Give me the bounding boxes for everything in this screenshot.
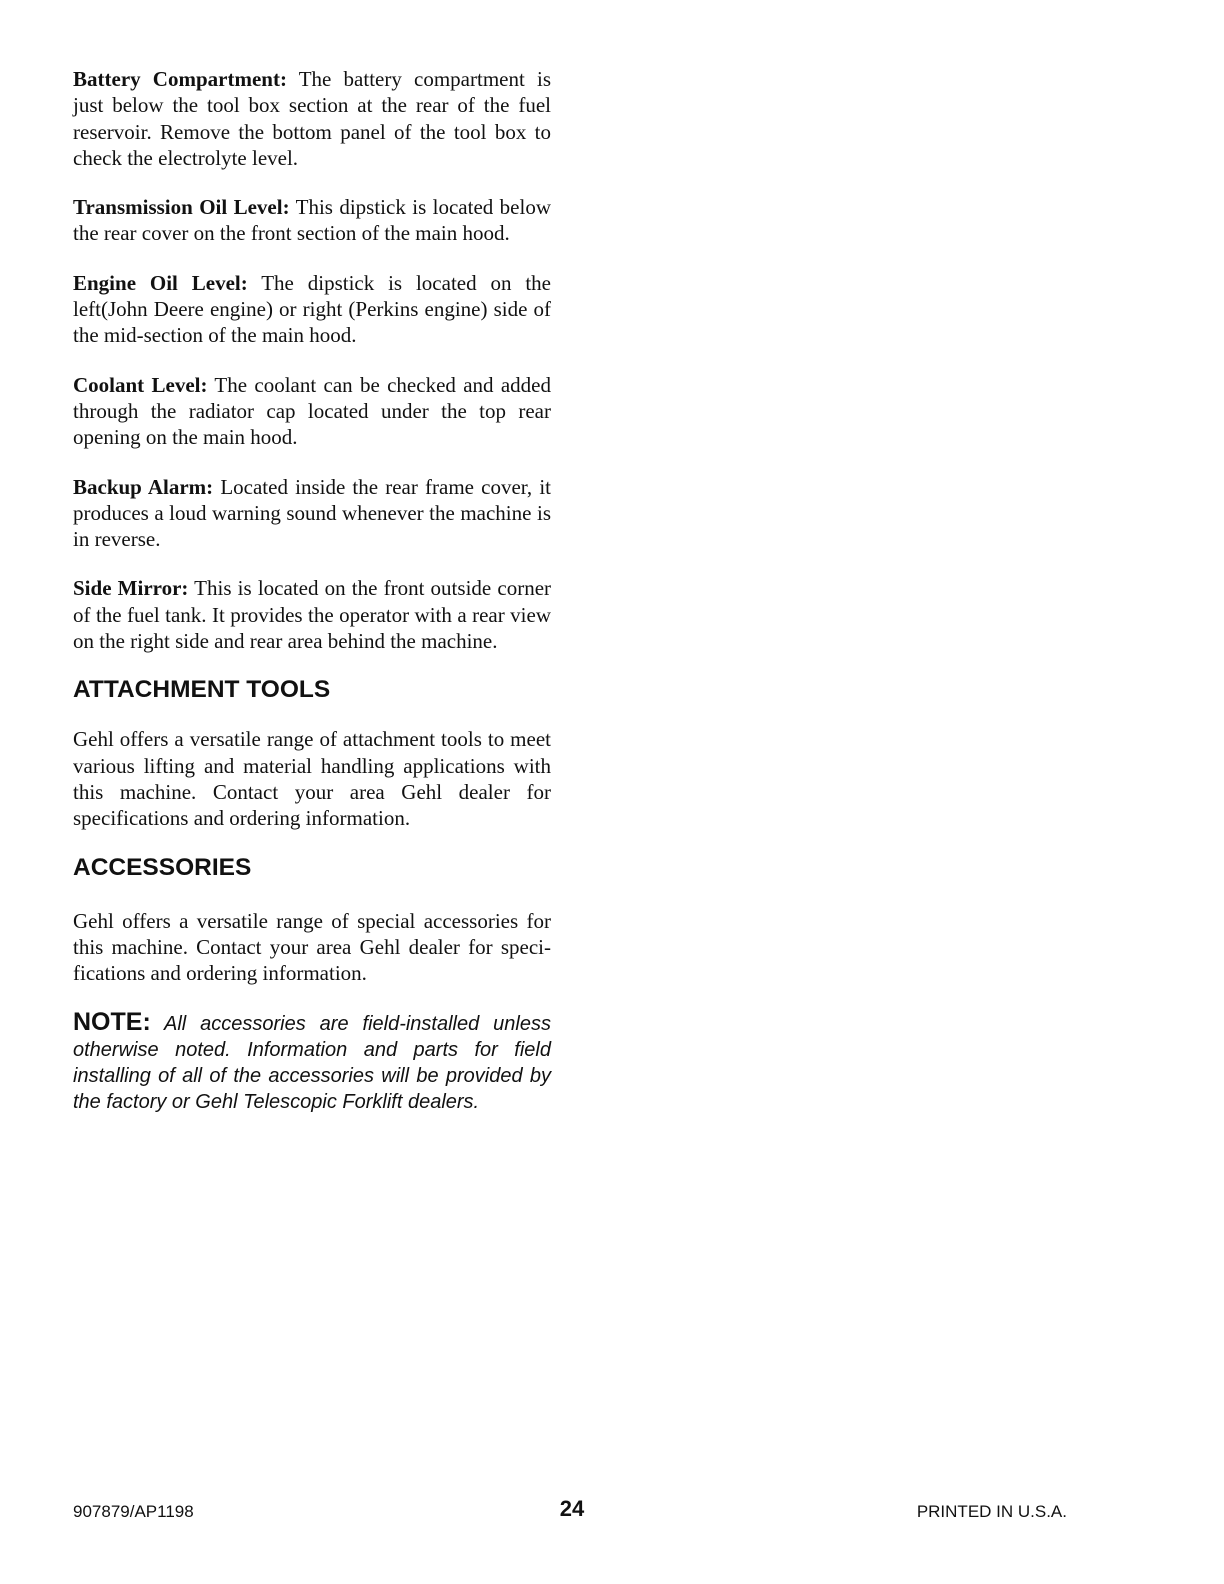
text-backup-alarm: Located inside the rear frame cover, it produces a loud warning sound whenever the machine is in reverse. xyxy=(73,474,551,552)
text-battery-compartment: The battery compartment is just below the tool box section at the rear of the fuel reservoir. Remove the bottom panel of the tool box to check the electrolyte level. xyxy=(73,67,551,170)
paragraph-side-mirror xyxy=(73,575,551,654)
paragraph-battery-compartment xyxy=(73,66,551,171)
note-text: All accessories are field-installed unless otherwise noted. Information and parts for field installing of all of the accessories will be provided by the factory or Gehl Telescopic Forklift dealers. xyxy=(73,1013,551,1114)
term-transmission-oil-level: Transmission Oil Level: xyxy=(73,195,290,220)
paragraph-transmission-oil-level xyxy=(73,194,551,247)
heading-attachment-tools: ATTACHMENT TOOLS xyxy=(73,676,331,704)
main-column xyxy=(73,66,551,1115)
footer-doc-number: 907879/AP1198 xyxy=(73,1502,194,1521)
term-backup-alarm: Backup Alarm: xyxy=(73,474,214,499)
note-paragraph xyxy=(73,1009,551,1115)
term-coolant-level: Coolant Level: xyxy=(73,372,208,397)
term-engine-oil-level: Engine Oil Level: xyxy=(73,270,248,295)
heading-accessories: ACCESSORIES xyxy=(73,853,252,881)
paragraph-engine-oil-level xyxy=(73,270,551,349)
term-battery-compartment: Battery Compartment: xyxy=(73,67,287,91)
footer-printed: PRINTED IN U.S.A. xyxy=(916,1502,1067,1521)
text-side-mirror: This is located on the front outside corner of the fuel tank. It provides the operator with a rear view on the right side and rear area behind the machine. xyxy=(73,576,552,654)
text-coolant-level: The coolant can be checked and added through the radiator cap located under the top rear opening on the main hood. xyxy=(73,372,551,450)
paragraph-coolant-level xyxy=(73,372,551,451)
footer-page-number: 24 xyxy=(559,1496,585,1521)
text-transmission-oil-level: This dipstick is located below the rear cover on the front section of the main hood. xyxy=(73,195,551,246)
paragraph-backup-alarm xyxy=(73,474,551,553)
paragraph-accessories: Gehl offers a versatile range of special accessories for this machine. Contact your area Gehl dealer for specifications and ordering information. xyxy=(73,908,551,986)
term-side-mirror: Side Mirror: xyxy=(73,576,189,601)
note-label: NOTE: xyxy=(73,1008,151,1037)
page-footer xyxy=(0,1496,1224,1528)
paragraph-attachment-tools: Gehl offers a versatile range of attachment tools to meet various lifting and material handling applications with this machine. Contact your area Gehl dealer for specifications and ordering information. xyxy=(73,727,551,831)
text-engine-oil-level: The dipstick is located on the left(John Deere engine) or right (Perkins engine) side of the mid-section of the main hood. xyxy=(73,270,551,348)
